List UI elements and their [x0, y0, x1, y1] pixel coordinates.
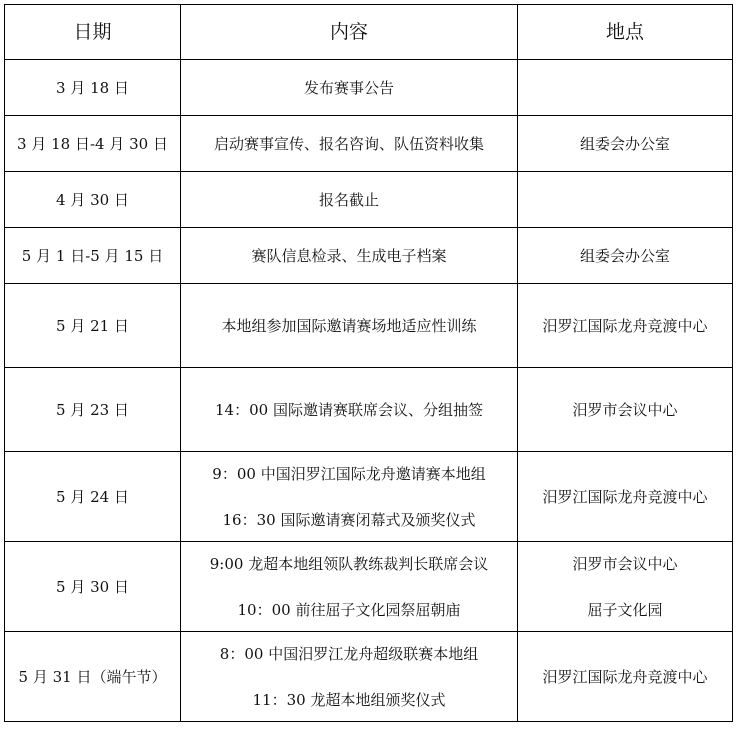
content-line: 10：00 前往屈子文化园祭屈朝庙 — [237, 600, 461, 619]
content-cell — [181, 116, 518, 172]
content-line: 8：00 中国汨罗江龙舟超级联赛本地组 — [219, 644, 479, 663]
content-line: 报名截止 — [318, 190, 379, 209]
date-cell: 5 月 1 日-5 月 15 日 — [5, 228, 181, 284]
table-row — [5, 60, 733, 116]
place-cell — [518, 368, 733, 452]
place-cell — [518, 116, 733, 172]
place-cell — [518, 284, 733, 368]
content-cell — [181, 228, 518, 284]
table-header-row — [5, 5, 733, 60]
date-cell: 5 月 24 日 — [5, 452, 181, 542]
date-cell: 4 月 30 日 — [5, 172, 181, 228]
date-cell: 5 月 23 日 — [5, 368, 181, 452]
place-line: 汨罗江国际龙舟竞渡中心 — [542, 316, 708, 335]
content-line: 14：00 国际邀请赛联席会议、分组抽签 — [215, 400, 483, 419]
place-line: 汨罗江国际龙舟竞渡中心 — [542, 667, 708, 686]
content-line: 16：30 国际邀请赛闭幕式及颁奖仪式 — [222, 510, 476, 529]
place-line: 汨罗江国际龙舟竞渡中心 — [542, 487, 708, 506]
place-cell — [518, 228, 733, 284]
table-row — [5, 172, 733, 228]
place-line: 汨罗市会议中心 — [572, 554, 678, 573]
table-row — [5, 228, 733, 284]
place-line: 汨罗市会议中心 — [572, 400, 678, 419]
content-cell — [181, 368, 518, 452]
schedule-table — [4, 4, 733, 722]
place-line: 屈子文化园 — [587, 600, 663, 619]
content-cell — [181, 452, 518, 542]
content-line: 9：00 中国汨罗江国际龙舟邀请赛本地组 — [212, 464, 486, 483]
content-cell — [181, 632, 518, 722]
content-line: 本地组参加国际邀请赛场地适应性训练 — [221, 316, 477, 335]
header-content: 内容 — [181, 5, 518, 60]
content-line: 11：30 龙超本地组颁奖仪式 — [252, 690, 446, 709]
date-cell: 5 月 21 日 — [5, 284, 181, 368]
place-cell — [518, 632, 733, 722]
content-cell — [181, 60, 518, 116]
table-row — [5, 284, 733, 368]
date-cell: 3 月 18 日-4 月 30 日 — [5, 116, 181, 172]
table-row — [5, 542, 733, 632]
date-cell: 5 月 30 日 — [5, 542, 181, 632]
table-row — [5, 632, 733, 722]
date-cell: 5 月 31 日（端午节） — [5, 632, 181, 722]
content-line: 发布赛事公告 — [303, 78, 394, 97]
content-line: 赛队信息检录、生成电子档案 — [251, 246, 447, 265]
content-line: 启动赛事宣传、报名咨询、队伍资料收集 — [213, 134, 484, 153]
place-line: 组委会办公室 — [579, 246, 670, 265]
content-cell — [181, 542, 518, 632]
content-cell — [181, 172, 518, 228]
content-line: 9:00 龙超本地组领队教练裁判长联席会议 — [209, 554, 489, 573]
place-cell — [518, 542, 733, 632]
place-cell — [518, 452, 733, 542]
content-cell — [181, 284, 518, 368]
place-line: 组委会办公室 — [579, 134, 670, 153]
header-place: 地点 — [518, 5, 733, 60]
table-row — [5, 368, 733, 452]
header-date: 日期 — [5, 5, 181, 60]
date-cell: 3 月 18 日 — [5, 60, 181, 116]
table-row — [5, 116, 733, 172]
table-row — [5, 452, 733, 542]
place-cell — [518, 60, 733, 116]
place-cell — [518, 172, 733, 228]
